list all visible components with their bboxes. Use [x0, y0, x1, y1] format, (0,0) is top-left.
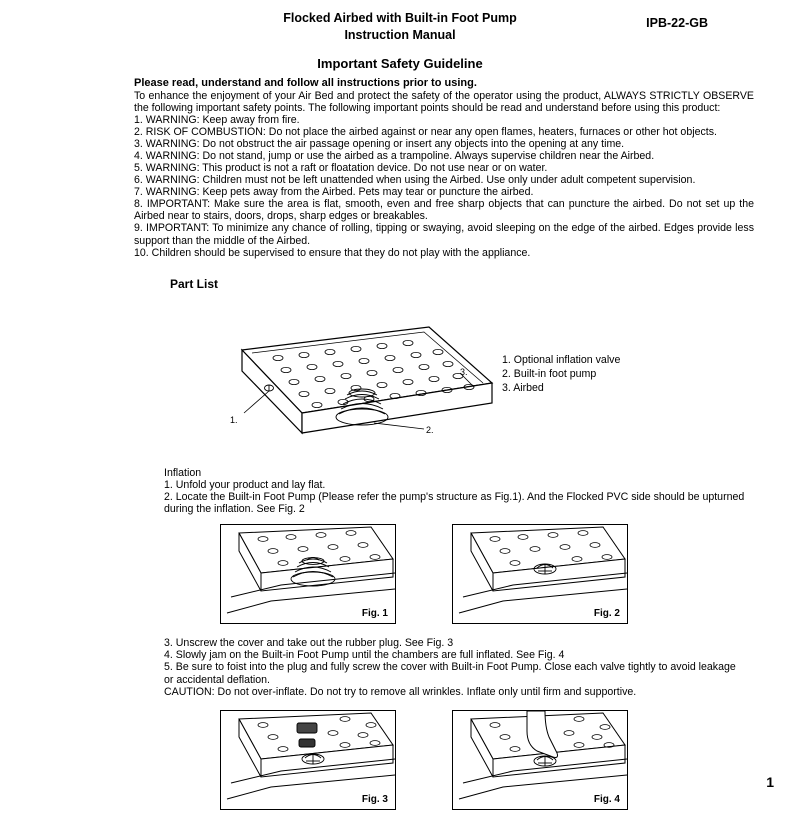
- title-line-1: Flocked Airbed with Built-in Foot Pump: [283, 11, 517, 25]
- safety-lead-text: Please read, understand and follow all instructions prior to using.: [134, 76, 477, 89]
- title-line-2: Instruction Manual: [344, 27, 456, 42]
- figures-row-top: [24, 524, 776, 629]
- cover-piece: [297, 723, 317, 733]
- airbed-illustration: [174, 295, 504, 465]
- legend-item: 3. Airbed: [502, 382, 544, 395]
- safety-item: 9. IMPORTANT: To minimize any chance of rolling, tipping or swaying, avoid sleeping on the edge of the airbed. Edges provide less support than the middle of the Airbed.: [134, 222, 754, 247]
- callout-2: 2.: [426, 424, 434, 435]
- page-number: 1: [766, 774, 774, 790]
- figure-3-label: Fig. 3: [361, 794, 388, 806]
- safety-item: 10. Children should be supervised to ensure that they do not play with the appliance.: [134, 246, 531, 259]
- inflation-instructions: [164, 467, 746, 516]
- figure-3: [220, 710, 396, 810]
- figure-4-label: Fig. 4: [593, 794, 620, 806]
- inflation-heading: Inflation: [164, 466, 202, 479]
- safety-item: 5. WARNING: This product is not a raft or floatation device. Do not use near or on water.: [134, 162, 548, 175]
- safety-item: 8. IMPORTANT: Make sure the area is flat, smooth, even and free sharp objects that can puncture the airbed. Do not set up the Airbed near to stairs, doors, drops, sharp edges or breakables.: [134, 198, 754, 223]
- plug-piece: [299, 739, 315, 747]
- figure-1-label: Fig. 1: [361, 607, 388, 619]
- safety-item: 3. WARNING: Do not obstruct the air passage opening or insert any objects into the opening at any time.: [134, 138, 625, 150]
- legend-item: 1. Optional inflation valve: [502, 353, 621, 366]
- safety-body: [134, 90, 754, 259]
- figure-4: [452, 710, 628, 810]
- callout-1: 1.: [230, 414, 238, 425]
- safety-item: 6. WARNING: Children must not be left unattended when using the Airbed. Use only under adult competent supervision.: [134, 174, 696, 187]
- step-3: 3. Unscrew the cover and take out the rubber plug. See Fig. 3: [164, 636, 454, 649]
- figure-1: [220, 524, 396, 624]
- caution-note: CAUTION: Do not over-inflate. Do not try to remove all wrinkles. Inflate only until firm and supportive.: [164, 685, 637, 698]
- safety-item: 7. WARNING: Keep pets away from the Airbed. Pets may tear or puncture the airbed.: [134, 186, 534, 199]
- part-list-title: Part List: [170, 276, 219, 291]
- step-4: 4. Slowly jam on the Built-in Foot Pump until the chambers are full inflated. See Fig. 4: [164, 649, 565, 662]
- legend-item: 2. Built-in foot pump: [502, 367, 597, 380]
- callout-3: 3.: [460, 366, 468, 377]
- inflation-steps-after: [164, 637, 748, 698]
- part-list-legend: [502, 353, 620, 396]
- part-list-diagram-area: [24, 295, 776, 465]
- inflation-step: 1. Unfold your product and lay flat.: [164, 478, 326, 491]
- figures-row-bottom: [24, 710, 776, 815]
- figure-2: [452, 524, 628, 624]
- safety-item: 2. RISK OF COMBUSTION: Do not place the airbed against or near any open flames, heaters, furnaces or other hot objects.: [134, 125, 717, 138]
- safety-section-title: Important Safety Guideline: [317, 55, 483, 71]
- figure-2-label: Fig. 2: [593, 607, 620, 619]
- safety-item: 4. WARNING: Do not stand, jump or use the airbed as a trampoline. Always supervise children near the Airbed.: [134, 150, 655, 163]
- safety-intro: To enhance the enjoyment of your Air Bed and protect the safety of the operator using the product, ALWAYS STRICTLY OBSERVE the following important safety points. The following important points should be read and understand before using this product:: [134, 89, 754, 114]
- inflation-step: 2. Locate the Built-in Foot Pump (Please refer the pump's structure as Fig.1). And the Flocked PVC side should be upturned during the inflation. See Fig. 2: [164, 491, 745, 516]
- step-5: 5. Be sure to foist into the plug and fully screw the cover with Built-in Foot Pump. Close each valve tightly to avoid leakage or accidental deflation.: [164, 661, 736, 686]
- safety-item: 1. WARNING: Keep away from fire.: [134, 113, 300, 126]
- model-code: IPB-22-GB: [646, 16, 708, 30]
